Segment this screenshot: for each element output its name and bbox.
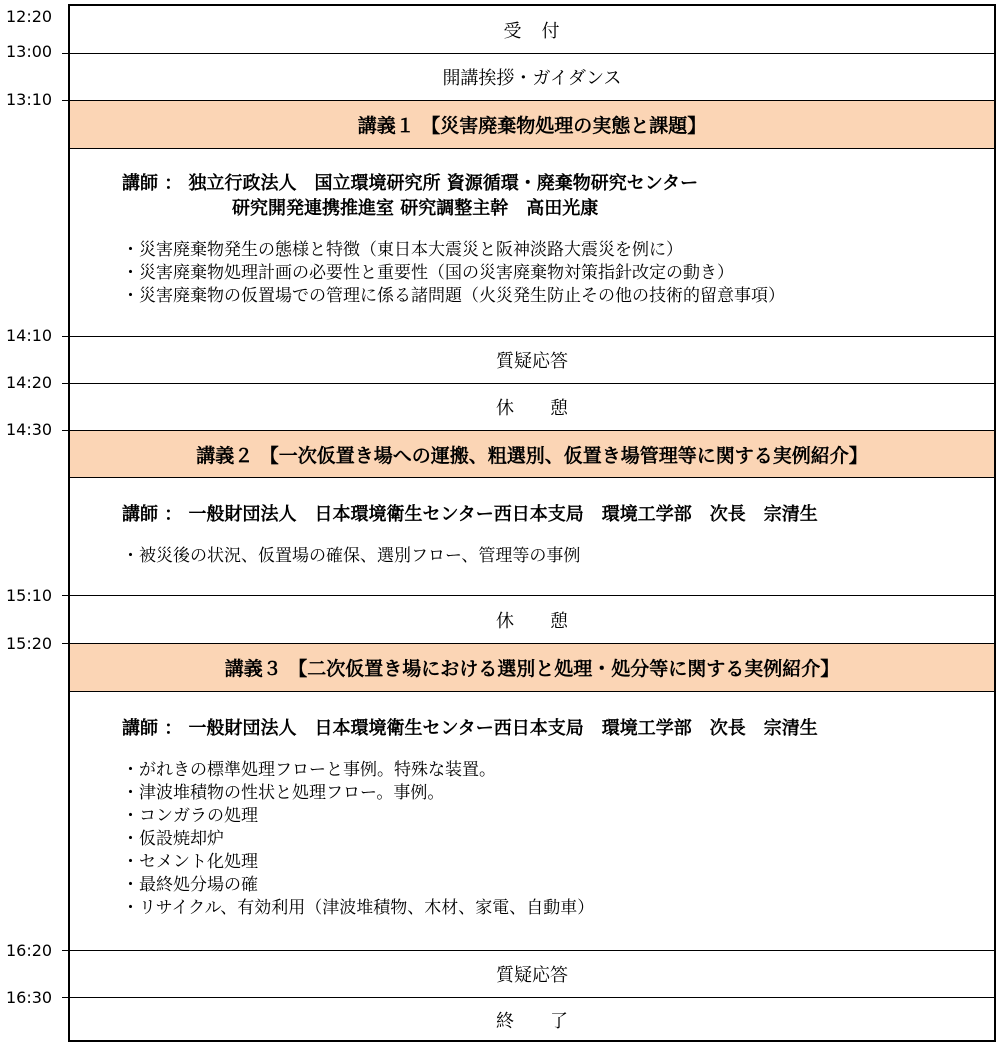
- time-label: 16:30: [6, 988, 53, 1007]
- opening-label: 開講挨拶・ガイダンス: [442, 68, 622, 89]
- lecture3-lecturer: 講師 ： 一般財団法人 日本環境衛生センター西日本支局 環境工学部 次長 宗清生: [122, 718, 818, 739]
- lecture1-title: 講義１ 【災害廃棄物処理の実態と課題】: [357, 115, 707, 137]
- lecture3-bullet: ・がれきの標準処理フローと事例。特殊な装置。: [122, 760, 496, 780]
- lecture3-bullet: ・仮設焼却炉: [122, 829, 224, 849]
- reception-label: 受 付: [503, 20, 561, 42]
- closing-row: [70, 997, 994, 1041]
- time-label: 14:10: [6, 326, 53, 345]
- time-label: 14:20: [6, 373, 53, 392]
- qa1-label: 質疑応答: [496, 351, 568, 372]
- time-label: 14:30: [6, 420, 53, 439]
- lecture1-content: [70, 148, 994, 336]
- time-label: 15:20: [6, 634, 53, 653]
- lecture2-lecturer: 講師 ： 一般財団法人 日本環境衛生センター西日本支局 環境工学部 次長 宗清生: [122, 504, 818, 525]
- lecture3-title: 講義３ 【二次仮置き場における選別と処理・処分等に関する実例紹介】: [224, 658, 840, 680]
- qa2-label: 質疑応答: [496, 965, 568, 986]
- time-label: 13:00: [6, 42, 53, 61]
- break1-row: [70, 383, 994, 430]
- lecture1-bullet: ・災害廃棄物発生の態様と特徴（東日本大震災と阪神淡路大震災を例に）: [122, 240, 683, 260]
- lecture3-bullet: ・リサイクル、有効利用（津波堆積物、木材、家電、自動車）: [122, 898, 595, 918]
- lecture3-bullet: ・津波堆積物の性状と処理フロー。事例。: [122, 783, 445, 803]
- time-label: 16:20: [6, 941, 53, 960]
- lecture3-bullet: ・最終処分場の確: [122, 875, 258, 895]
- break1-label: 休 憩: [496, 398, 568, 419]
- lecture3-bullet: ・セメント化処理: [122, 852, 258, 872]
- lecture2-title-row: [70, 430, 994, 477]
- time-label: 15:10: [6, 586, 53, 605]
- time-label: 13:10: [6, 90, 53, 109]
- lecture1-lecturer-line1: 講師 ： 独立行政法人 国立環境研究所 資源循環・廃棄物研究センター: [122, 173, 699, 194]
- lecture3-title-row: [70, 643, 994, 691]
- lecture3-content: [70, 691, 994, 950]
- lecture1-bullet: ・災害廃棄物の仮置場での管理に係る諸問題（火災発生防止その他の技術的留意事項）: [122, 286, 785, 306]
- opening-row: [70, 53, 994, 100]
- break2-label: 休 憩: [496, 610, 568, 632]
- closing-label: 終 了: [496, 1010, 568, 1032]
- break2-row: [70, 595, 994, 643]
- reception-row: [70, 6, 994, 53]
- lecture2-bullet: ・被災後の状況、仮置場の確保、選別フロー、管理等の事例: [122, 546, 581, 566]
- lecture3-bullet: ・コンガラの処理: [122, 806, 258, 826]
- lecture1-bullet: ・災害廃棄物処理計画の必要性と重要性（国の災害廃棄物対策指針改定の動き）: [122, 263, 734, 283]
- lecture1-lecturer-line2: 研究開発連携推進室 研究調整主幹 高田光康: [232, 198, 599, 219]
- qa1-row: [70, 336, 994, 383]
- lecture1-title-row: [70, 100, 994, 148]
- lecture2-content: [70, 477, 994, 595]
- time-label: 12:20: [6, 7, 53, 26]
- lecture2-title: 講義２ 【一次仮置き場への運搬、粗選別、仮置き場管理等に関する実例紹介】: [196, 444, 868, 467]
- qa2-row: [70, 950, 994, 997]
